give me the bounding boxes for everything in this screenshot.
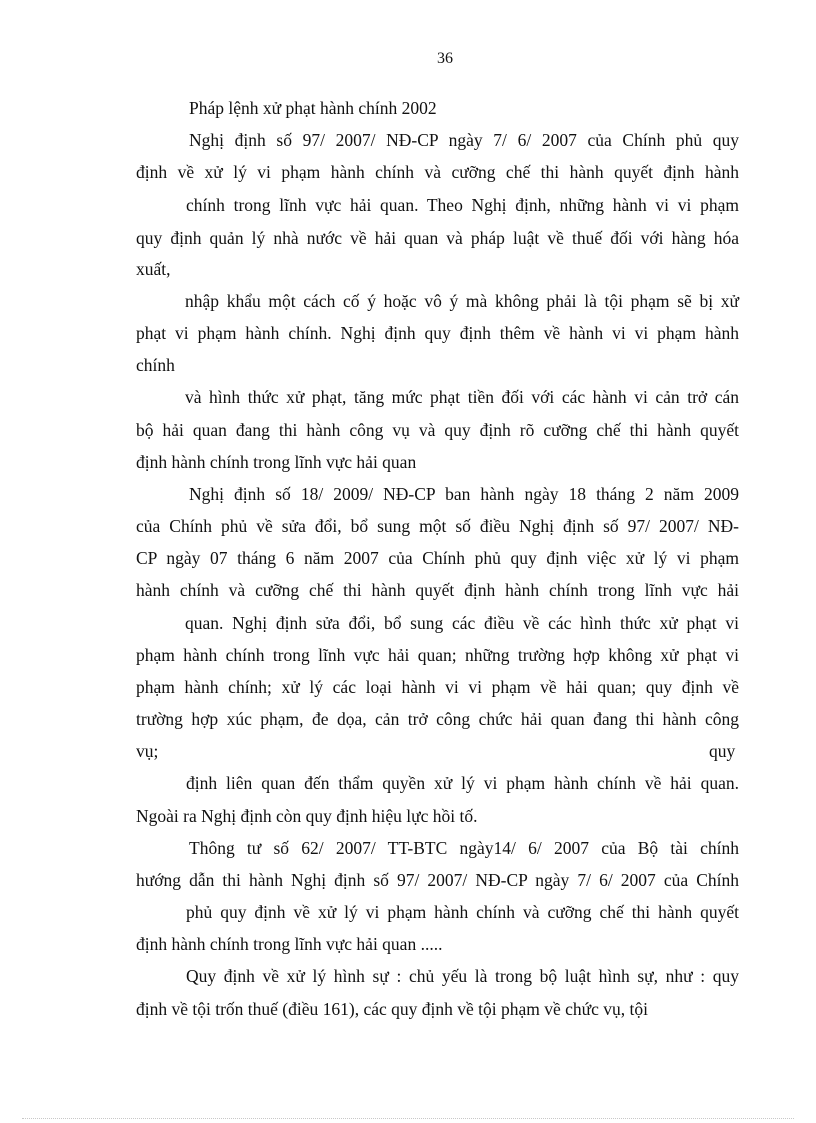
text-line: vụ; (136, 741, 159, 761)
text-line: chính trong lĩnh vực hải quan. Theo Nghị định, những hành vi vi phạm (186, 195, 739, 215)
page-number: 36 (437, 50, 453, 67)
text-line: chính (136, 355, 175, 375)
text-line: phạt vi phạm hành chính. Nghị định quy định thêm về hành vi vi phạm hành (136, 323, 739, 343)
text-line: Pháp lệnh xử phạt hành chính 2002 (189, 98, 437, 118)
text-line: CP ngày 07 tháng 6 năm 2007 của Chính phủ quy định việc xử lý vi phạm (136, 548, 739, 568)
text-line: Ngoài ra Nghị định còn quy định hiệu lực hồi tố. (136, 806, 478, 826)
text-line: phủ quy định về xử lý vi phạm hành chính và cưỡng chế thi hành quyết (186, 902, 739, 922)
text-line: bộ hải quan đang thi hành công vụ và quy định rõ cưỡng chế thi hành quyết (136, 420, 739, 440)
text-line: định về xử lý vi phạm hành chính và cưỡng chế thi hành quyết định hành (136, 162, 739, 182)
text-line: quy (709, 741, 736, 761)
text-line: trường hợp xúc phạm, đe dọa, cản trở công chức hải quan đang thi hành công (136, 709, 739, 729)
text-line: nhập khẩu một cách cố ý hoặc vô ý mà không phải là tội phạm sẽ bị xử (185, 291, 739, 311)
text-line: phạm hành chính trong lĩnh vực hải quan; những trường hợp không xử phạt vi (136, 645, 739, 665)
text-line: Nghị định số 18/ 2009/ NĐ-CP ban hành ngày 18 tháng 2 năm 2009 (189, 484, 739, 504)
text-line: quan. Nghị định sửa đổi, bổ sung các điều về các hình thức xử phạt vi (185, 613, 739, 633)
text-line: phạm hành chính; xử lý các loại hành vi vi phạm về hải quan; quy định về (136, 677, 739, 697)
text-line: hướng dẫn thi hành Nghị định số 97/ 2007/ NĐ-CP ngày 7/ 6/ 2007 của Chính (136, 870, 739, 890)
text-line: quy định quản lý nhà nước về hải quan và pháp luật về thuế đối với hàng hóa (136, 228, 739, 248)
text-line: Quy định về xử lý hình sự : chủ yếu là trong bộ luật hình sự, như : quy (186, 966, 739, 986)
text-line: của Chính phủ về sửa đổi, bổ sung một số điều Nghị định số 97/ 2007/ NĐ- (136, 516, 739, 536)
text-line: Thông tư số 62/ 2007/ TT-BTC ngày14/ 6/ 2007 của Bộ tài chính (189, 838, 739, 858)
page-bottom-divider (22, 1118, 794, 1119)
text-line: định hành chính trong lĩnh vực hải quan (136, 452, 417, 472)
text-line: định hành chính trong lĩnh vực hải quan ..... (136, 934, 443, 954)
text-line: xuất, (136, 259, 171, 279)
text-line: định liên quan đến thẩm quyền xử lý vi phạm hành chính về hải quan. (186, 773, 739, 793)
text-line: định về tội trốn thuế (điều 161), các quy định về tội phạm về chức vụ, tội (136, 999, 649, 1019)
text-line: Nghị định số 97/ 2007/ NĐ-CP ngày 7/ 6/ 2007 của Chính phủ quy (189, 130, 739, 150)
text-line: hành chính và cưỡng chế thi hành quyết định hành chính trong lĩnh vực hải (136, 580, 739, 600)
text-line: và hình thức xử phạt, tăng mức phạt tiền đối với các hành vi cản trở cán (185, 387, 739, 407)
